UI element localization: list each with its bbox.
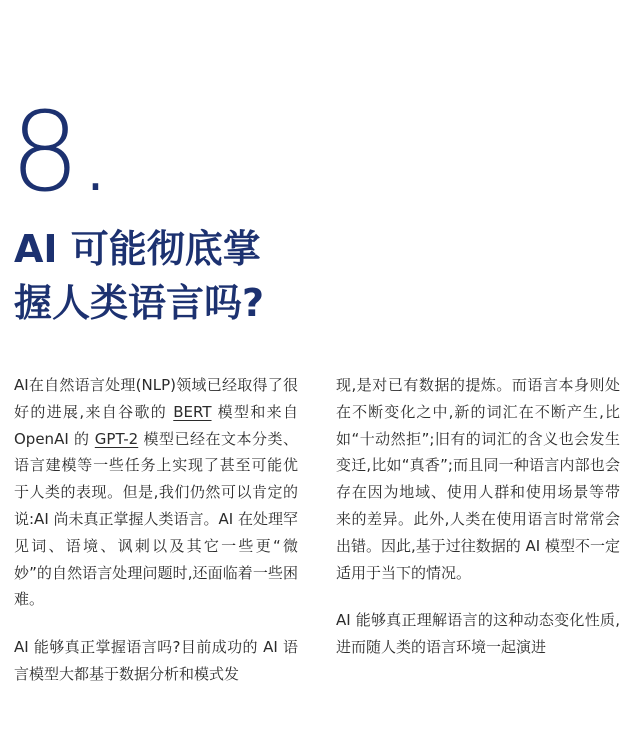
section-number: 8. — [10, 88, 111, 216]
left-paragraph-1 — [14, 372, 298, 613]
right-paragraph-1: 现,是对已有数据的提炼。而语言本身则处在不断变化之中,新的词汇在不断产生,比如“十动然拒”;旧有的词汇的含义也会发生变迁,比如“真香”;而且同一种语言内部也会存在因为地域、使用人群和使用场景等带来的差异。此外,人类在使用语言时常常会出错。因此,基于过往数据的 AI 模型不一定适用于当下的情况。 — [336, 376, 620, 582]
left-p1-text-b: 模型和来自 OpenAI 的 — [14, 402, 298, 448]
section-title-line-1: AI 可能彻底掌 — [14, 227, 261, 271]
right-column — [336, 372, 620, 661]
left-p1-text-c: 模型已经在文本分类、语言建模等一些任务上实现了甚至可能优于人类的表现。但是,我们仍然可以肯定的说:AI 尚未真正掌握人类语言。AI 在处理罕见词、语境、讽刺以及其它一些更“微妙”的自然语言处理问题时,还面临着一些困难。 — [14, 429, 298, 609]
bert-link[interactable]: BERT — [173, 402, 212, 421]
section-title-line-2: 握人类语言吗? — [14, 281, 265, 325]
left-p1-text-a: AI在自然语言处理(NLP)领域已经取得了很好的进展,来自谷歌的 — [14, 376, 298, 421]
right-paragraph-2: AI 能够真正理解语言的这种动态变化性质,进而随人类的语言环境一起演进 — [336, 611, 620, 657]
left-column — [14, 372, 298, 688]
left-paragraph-2: AI 能够真正掌握语言吗?目前成功的 AI 语言模型大都基于数据分析和模式发 — [14, 638, 298, 683]
gpt2-link[interactable]: GPT-2 — [94, 429, 139, 448]
section-title — [14, 222, 264, 330]
